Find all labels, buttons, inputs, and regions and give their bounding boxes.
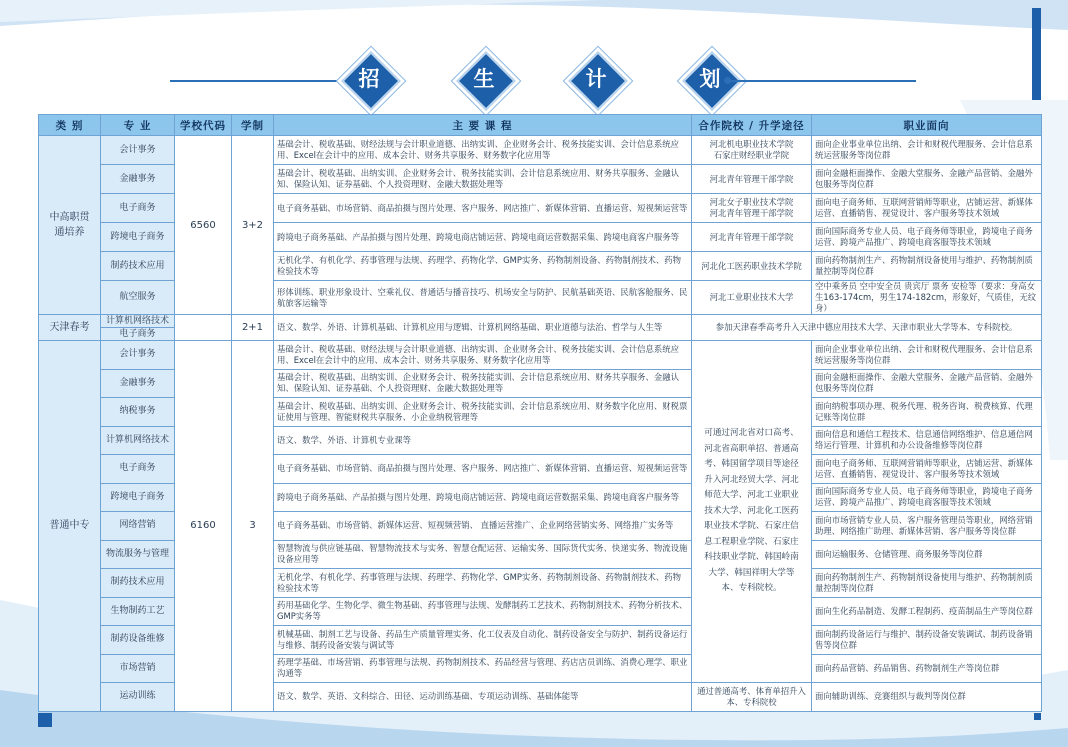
- major-label: 计算机网络技术: [105, 316, 169, 326]
- header-courses: 主 要 课 程: [274, 115, 692, 136]
- career-cell: 面向国际商务专业人员、电子商务师等职业，跨境电子商务运营、跨境产品推广、跨境电商客服等技术领域: [812, 483, 1042, 512]
- career-cell: 面向金融柜面操作、金融大堂服务、金融产品营销、金融外包服务等岗位群: [812, 369, 1042, 398]
- career-cell: 面向药物制剂生产、药物制剂设备使用与维护、药物制剂质量控制等岗位群: [812, 569, 1042, 598]
- path-cell: 可通过河北省对口高考、河北省高职单招、普通高考、韩国留学项目等途径升入河北经贸大学、河北师范大学、河北工业职业技术大学、河北化工医药职业技术学院、石家庄信息工程职业学院、石家庄科技职业学院、韩国岭南大学、韩国祥明大学等本、专科院校。: [692, 341, 812, 683]
- career-cell: 面向金融柜面操作、金融大堂服务、金融产品营销、金融外包服务等岗位群: [812, 165, 1042, 194]
- courses-cell: 语文、数学、外语、计算机基础、计算机应用与逻辑、计算机网络基础、职业道德与法治、哲学与人生等: [274, 315, 692, 341]
- major-cell: 制药技术应用: [101, 252, 175, 281]
- major-cell: 网络营销: [101, 512, 175, 541]
- career-cell: 面向药物制剂生产、药物制剂设备使用与维护、药物制剂质量控制等岗位群: [812, 252, 1042, 281]
- major-cell: 金融事务: [101, 165, 175, 194]
- path-cell: 通过普通高考、体育单招升入本、专科院校: [692, 683, 812, 712]
- college-cell: 河北青年管理干部学院: [692, 165, 812, 194]
- courses-cell: 跨境电子商务基础、产品拍摄与图片处理、跨境电商店铺运营、跨境电商运营数据采集、跨境电商客户服务等: [274, 223, 692, 252]
- major-cell: 制药技术应用: [101, 569, 175, 598]
- school-code-cell: 6560: [175, 136, 232, 315]
- table-row: [39, 315, 1042, 341]
- duration-cell: 3+2: [232, 136, 274, 315]
- courses-cell: 基础会计、税收基础、财经法规与会计职业道德、出纳实训、企业财务会计、税务技能实训、会计信息系统应用、Excel在会计中的应用、成本会计、财务共享服务、财务数字化应用等: [274, 136, 692, 165]
- category-cell: 中高职贯通培养: [39, 136, 101, 315]
- courses-cell: 形体训练、职业形象设计、空乘礼仪、普通话与播音技巧、机场安全与防护、民航基础英语、民航客舱服务、民航旅客运输等: [274, 281, 692, 315]
- courses-cell: 无机化学、有机化学、药事管理与法规、药理学、药物化学、GMP实务、药物制剂设备、药物制剂技术、药物检验技术等: [274, 569, 692, 598]
- enrollment-plan-table: [38, 114, 1042, 712]
- career-cell: 空中乘务员 空中安全员 贵宾厅 票务 安检等（要求：身高女生163-174cm，男生174-182cm，形象好，气质佳，无纹身）: [812, 281, 1042, 315]
- decor-square-left: [38, 713, 52, 727]
- header-college: 合作院校 / 升学途径: [692, 115, 812, 136]
- major-cell: 金融事务: [101, 369, 175, 398]
- title-char-1: 招: [345, 55, 393, 103]
- table-header-row: [39, 115, 1042, 136]
- career-cell: 面向国际商务专业人员、电子商务师等职业，跨境电子商务运营、跨境产品推广、跨境电商客服等技术领域: [812, 223, 1042, 252]
- career-cell: 面向市场营销专业人员、客户服务管理员等职业，网络营销助理、网络推广助理、新媒体营销、客户服务等岗位群: [812, 512, 1042, 541]
- courses-cell: 跨境电子商务基础、产品拍摄与图片处理、跨境电商店铺运营、跨境电商运营数据采集、跨境电商客户服务等: [274, 483, 692, 512]
- school-code-cell: 6160: [175, 341, 232, 712]
- school-code-cell: [175, 315, 232, 341]
- courses-cell: 语文、数学、外语、计算机专业课等: [274, 426, 692, 455]
- major-cell: 会计事务: [101, 136, 175, 165]
- duration-cell: 2+1: [232, 315, 274, 341]
- header-school-code: 学校代码: [175, 115, 232, 136]
- table-row: [39, 341, 1042, 370]
- major-cell: 电子商务: [101, 455, 175, 484]
- header-career: 职业面向: [812, 115, 1042, 136]
- courses-cell: 智慧物流与供应链基础、智慧物流技术与实务、智慧仓配运营、运输实务、国际货代实务、快递实务、物流设施设备应用等: [274, 540, 692, 569]
- career-cell: 面向企业事业单位出纳、会计和财税代理服务、会计信息系统运营服务等岗位群: [812, 341, 1042, 370]
- career-cell: 面向生化药品制造、发酵工程制药、疫苗制品生产等岗位群: [812, 597, 1042, 626]
- header-duration: 学制: [232, 115, 274, 136]
- courses-cell: 无机化学、有机化学、药事管理与法规、药理学、药物化学、GMP实务、药物制剂设备、药物制剂技术、药物检验技术等: [274, 252, 692, 281]
- career-cell: 面向电子商务师、互联网营销师等职业，店铺运营、新媒体运营、直播销售、视觉设计、客户服务等技术领域: [812, 194, 1042, 223]
- category-cell: 天津春考: [39, 315, 101, 341]
- major-cell: 生物制药工艺: [101, 597, 175, 626]
- courses-cell: 语文、数学、英语、文科综合、田径、运动训练基础、专项运动训练、基础体能等: [274, 683, 692, 712]
- college-cell: 河北工业职业技术大学: [692, 281, 812, 315]
- career-cell: 面向纳税事项办理、税务代理、税务咨询、税费核算、代理记账等岗位群: [812, 398, 1042, 427]
- path-cell: 参加天津春季高考升入天津中德应用技术大学、天津市职业大学等本、专科院校。: [692, 315, 1042, 341]
- header-major: 专 业: [101, 115, 175, 136]
- career-cell: 面向企业事业单位出纳、会计和财税代理服务、会计信息系统运营服务等岗位群: [812, 136, 1042, 165]
- courses-cell: 基础会计、税收基础、出纳实训、企业财务会计、税务技能实训、会计信息系统应用、财务数字化应用、财税票证使用与管理、智能财税共享服务、小企业纳税管理等: [274, 398, 692, 427]
- title-char-3: 计: [572, 55, 620, 103]
- courses-cell: 药理学基础、市场营销、药事管理与法规、药物制剂技术、药品经营与管理、药店店员训练、消费心理学、职业沟通等: [274, 654, 692, 683]
- major-cell: 电子商务: [101, 194, 175, 223]
- courses-cell: 电子商务基础、市场营销、商品拍摄与图片处理、客户服务、网店推广、新媒体营销、直播运营、短视频运营等: [274, 194, 692, 223]
- decor-bar-right: [1032, 8, 1041, 100]
- title-banner: [0, 52, 1068, 108]
- major-cell: 纳税事务: [101, 398, 175, 427]
- career-cell: 面向药品营销、药品销售、药物制剂生产等岗位群: [812, 654, 1042, 683]
- college-cell: 河北女子职业技术学院 河北青年管理干部学院: [692, 194, 812, 223]
- major-cell: 市场营销: [101, 654, 175, 683]
- major-cell: 计算机网络技术: [101, 426, 175, 455]
- title-char-2: 生: [460, 55, 508, 103]
- courses-cell: 药用基础化学、生物化学、微生物基础、药事管理与法规、发酵制药工艺技术、药物制剂技术、药物分析技术、GMP实务等: [274, 597, 692, 626]
- major-cell: 制药设备维修: [101, 626, 175, 655]
- courses-cell: 基础会计、税收基础、出纳实训、企业财务会计、税务技能实训、会计信息系统应用、财务共享服务、金融认知、保险认知、证券基础、个人投资理财、金融大数据处理等: [274, 369, 692, 398]
- career-cell: 面向信息和通信工程技术、信息通信网络维护、信息通信网络运行管理、计算机和办公设备维修等岗位群: [812, 426, 1042, 455]
- major-cell: 物流服务与管理: [101, 540, 175, 569]
- major-cell: 会计事务: [101, 341, 175, 370]
- title-line-right: [728, 80, 916, 82]
- courses-cell: 电子商务基础、市场营销、新媒体运营、短视频营销、 直播运营推广、企业网络营销实务、网络推广实务等: [274, 512, 692, 541]
- college-cell: 河北化工医药职业技术学院: [692, 252, 812, 281]
- major-cell: 运动训练: [101, 683, 175, 712]
- title-line-left: [170, 80, 340, 82]
- courses-cell: 基础会计、税收基础、出纳实训、企业财务会计、税务技能实训、会计信息系统应用、财务共享服务、金融认知、保险认知、证券基础、个人投资理财、金融大数据处理等: [274, 165, 692, 194]
- major-cell: 跨境电子商务: [101, 223, 175, 252]
- college-cell: 河北青年管理干部学院: [692, 223, 812, 252]
- career-cell: 面向电子商务师、互联网营销师等职业，店铺运营、新媒体运营、直播销售、视觉设计、客户服务等技术领域: [812, 455, 1042, 484]
- career-cell: 面向运输服务、仓储管理、商务服务等岗位群: [812, 540, 1042, 569]
- major-cell: [101, 315, 175, 341]
- college-cell: 河北机电职业技术学院 石家庄财经职业学院: [692, 136, 812, 165]
- major-cell: 航空服务: [101, 281, 175, 315]
- career-cell: 面向制药设备运行与维护、制药设备安装调试、制药设备销售等岗位群: [812, 626, 1042, 655]
- career-cell: 面向辅助训练、竞赛组织与裁判等岗位群: [812, 683, 1042, 712]
- major-cell: 跨境电子商务: [101, 483, 175, 512]
- courses-cell: 机械基础、制剂工艺与设备、药品生产质量管理实务、化工仪表及自动化、制药设备安全与防护、制药设备运行与维修、制药设备安装与调试等: [274, 626, 692, 655]
- decor-square-right: [1034, 713, 1041, 720]
- category-cell: 普通中专: [39, 341, 101, 712]
- major-label: 电子商务: [101, 327, 174, 340]
- courses-cell: 基础会计、税收基础、财经法规与会计职业道德、出纳实训、企业财务会计、税务技能实训、会计信息系统应用、Excel在会计中的应用、成本会计、财务共享服务、财务数字化应用等: [274, 341, 692, 370]
- courses-cell: 电子商务基础、市场营销、商品拍摄与图片处理、客户服务、网店推广、新媒体营销、直播运营、短视频运营等: [274, 455, 692, 484]
- duration-cell: 3: [232, 341, 274, 712]
- title-char-4: 划: [686, 55, 734, 103]
- table-row: [39, 136, 1042, 165]
- header-category: 类 别: [39, 115, 101, 136]
